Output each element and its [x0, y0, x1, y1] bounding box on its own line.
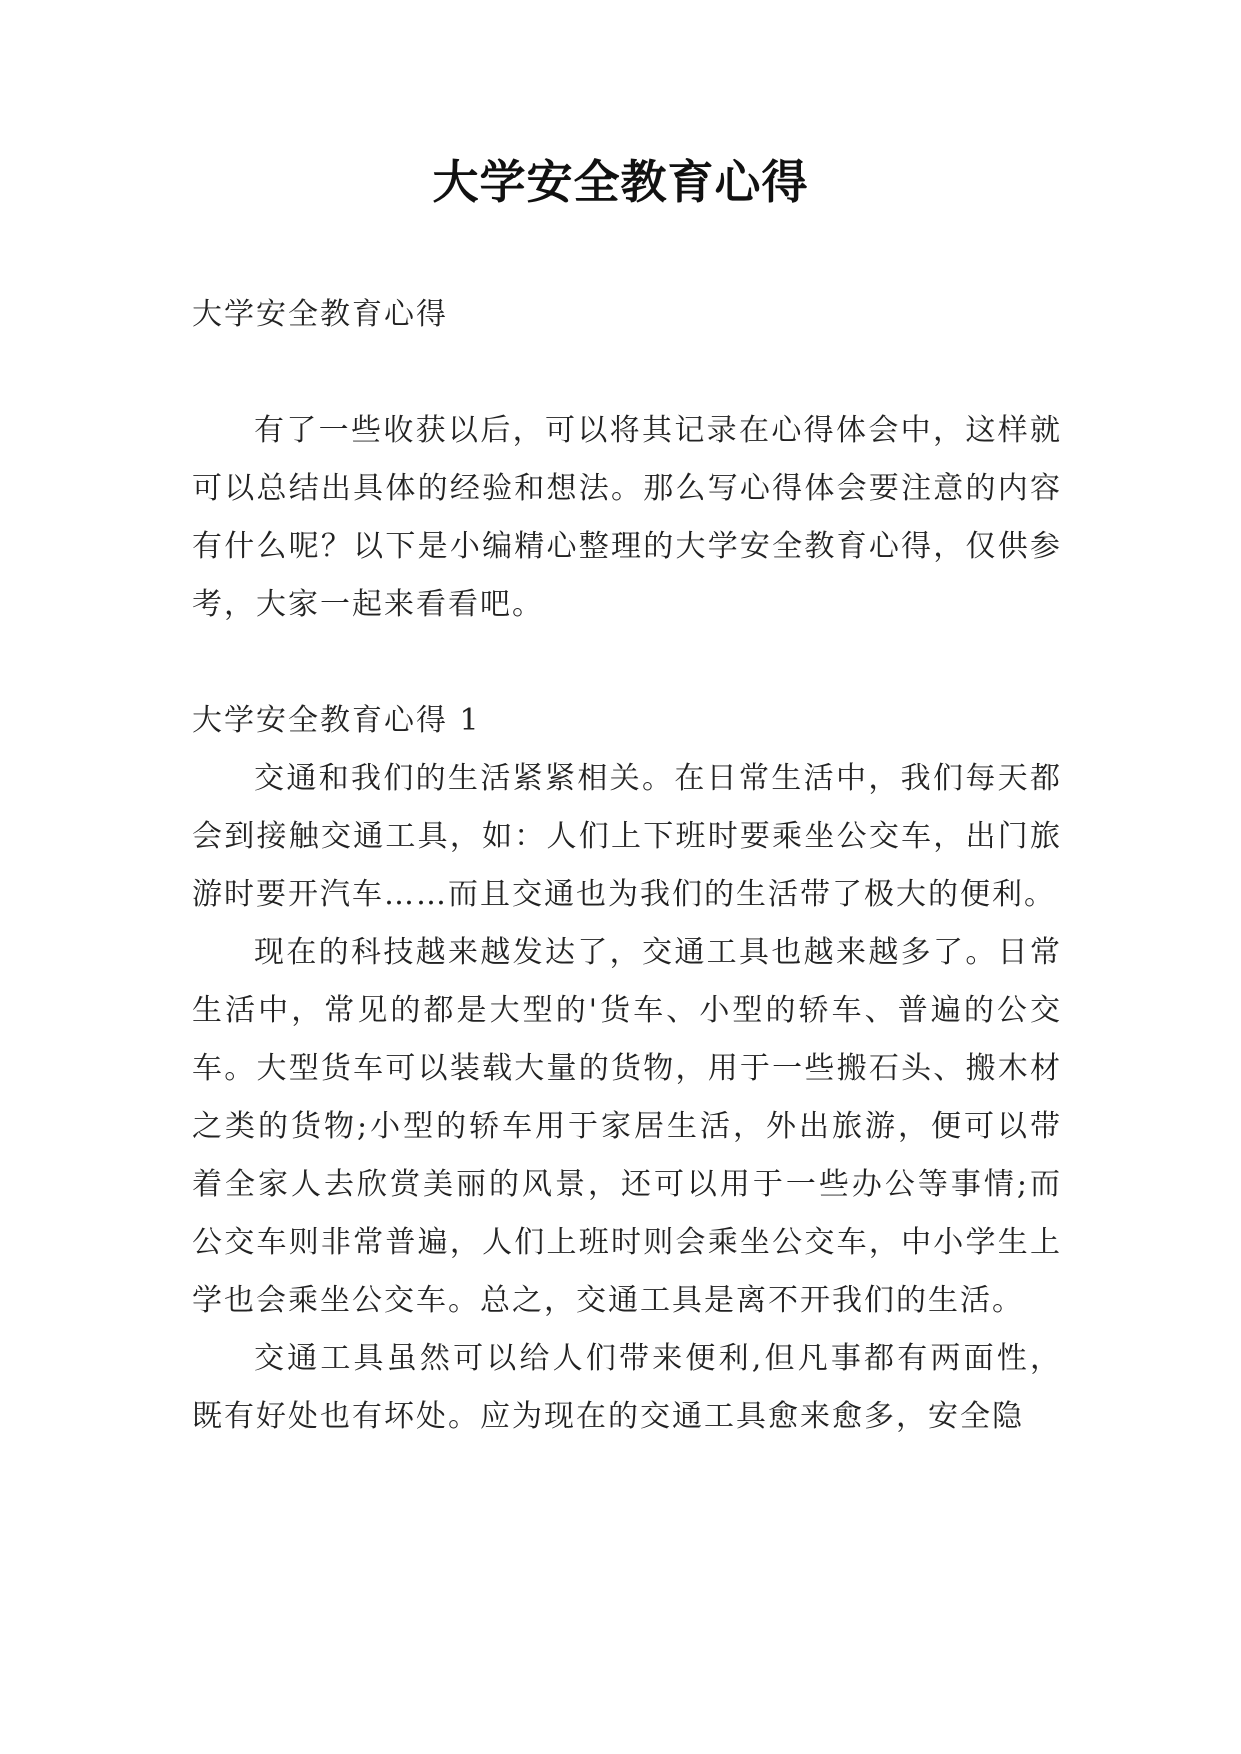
document-subtitle: 大学安全教育心得 — [192, 297, 448, 332]
section-heading: 大学安全教育心得 1 — [192, 703, 481, 738]
document-title: 大学安全教育心得 — [432, 155, 809, 209]
section-paragraph: 现在的科技越来越发达了，交通工具也越来越多了。日常生活中，常见的都是大型的'货车、小型的轿车、普遍的公交车。大型货车可以装载大量的货物，用于一些搬石头、搬木材之类的货物;小型的轿车用于家居生活，外出旅游，便可以带着全家人去欣赏美丽的风景，还可以用于一些办公等事情;而公交车则非常普遍，人们上班时则会乘坐公交车，中小学生上学也会乘坐公交车。总之，交通工具是离不开我们的生活。 — [192, 935, 1062, 1318]
intro-paragraph: 有了一些收获以后，可以将其记录在心得体会中，这样就可以总结出具体的经验和想法。那么写心得体会要注意的内容有什么呢？以下是小编精心整理的大学安全教育心得，仅供参考，大家一起来看看吧。 — [192, 413, 1062, 622]
section-paragraph: 交通工具虽然可以给人们带来便利,但凡事都有两面性，既有好处也有坏处。应为现在的交通工具愈来愈多，安全隐 — [192, 1341, 1062, 1434]
section-paragraph: 交通和我们的生活紧紧相关。在日常生活中，我们每天都会到接触交通工具，如：人们上下班时要乘坐公交车，出门旅游时要开汽车……而且交通也为我们的生活带了极大的便利。 — [192, 761, 1062, 912]
section-body — [192, 750, 1062, 1446]
